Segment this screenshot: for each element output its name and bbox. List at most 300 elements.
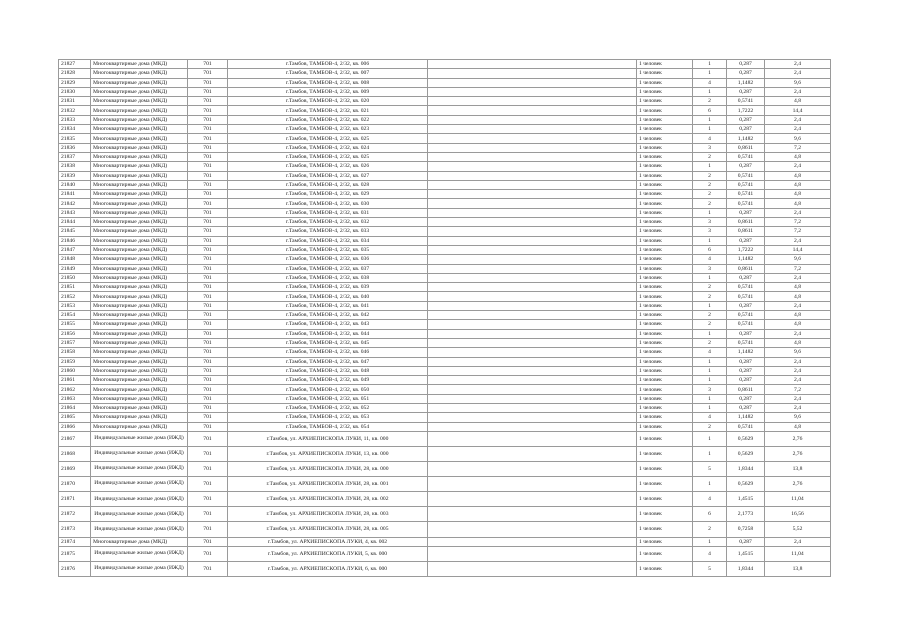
housing-type-cell: Многоквартирные дома (МКД) — [91, 403, 188, 412]
blank-cell — [428, 255, 637, 264]
service-code-cell: 701 — [188, 245, 228, 254]
persons-count-cell: 4 — [693, 134, 727, 143]
coefficient-cell: 0,5629 — [727, 446, 765, 461]
service-code-cell: 701 — [188, 394, 228, 403]
address-cell: г.Тамбов, ТАМБОВ-4, 2/32, кв. 008 — [228, 78, 428, 87]
unit-cell: 1 человек — [637, 69, 693, 78]
record-id-cell: 21871 — [59, 492, 91, 507]
blank-cell — [428, 320, 637, 329]
service-code-cell: 701 — [188, 273, 228, 282]
value-cell: 2,4 — [765, 329, 831, 338]
blank-cell — [428, 236, 637, 245]
value-cell: 4,8 — [765, 180, 831, 189]
blank-cell — [428, 152, 637, 161]
unit-cell: 1 человек — [637, 431, 693, 446]
housing-type-cell: Многоквартирные дома (МКД) — [91, 292, 188, 301]
address-cell: г.Тамбов, ТАМБОВ-4, 2/32, кв. 026 — [228, 162, 428, 171]
coefficient-cell: 2,1773 — [727, 507, 765, 522]
coefficient-cell: 1,8344 — [727, 462, 765, 477]
persons-count-cell: 1 — [693, 403, 727, 412]
persons-count-cell: 3 — [693, 143, 727, 152]
coefficient-cell: 1,1482 — [727, 255, 765, 264]
table-row — [59, 301, 831, 310]
service-code-cell: 701 — [188, 236, 228, 245]
value-cell: 4,8 — [765, 422, 831, 431]
record-id-cell: 21838 — [59, 162, 91, 171]
blank-cell — [428, 78, 637, 87]
persons-count-cell: 3 — [693, 264, 727, 273]
unit-cell: 1 человек — [637, 376, 693, 385]
value-cell: 2,4 — [765, 115, 831, 124]
service-code-cell: 701 — [188, 366, 228, 375]
value-cell: 9,6 — [765, 255, 831, 264]
table-row — [59, 152, 831, 161]
record-id-cell: 21853 — [59, 301, 91, 310]
value-cell: 4,8 — [765, 171, 831, 180]
record-id-cell: 21840 — [59, 180, 91, 189]
blank-cell — [428, 431, 637, 446]
persons-count-cell: 4 — [693, 348, 727, 357]
unit-cell: 1 человек — [637, 546, 693, 561]
table-row — [59, 264, 831, 273]
value-cell: 4,8 — [765, 311, 831, 320]
coefficient-cell: 0,5629 — [727, 477, 765, 492]
address-cell: г.Тамбов, ул. АРХИЕПИСКОПА ЛУКИ, 13, кв. 000 — [228, 446, 428, 461]
table-row — [59, 366, 831, 375]
service-code-cell: 701 — [188, 125, 228, 134]
coefficient-cell: 0,5741 — [727, 338, 765, 347]
table-row — [59, 546, 831, 561]
blank-cell — [428, 199, 637, 208]
persons-count-cell: 4 — [693, 255, 727, 264]
coefficient-cell: 0,8611 — [727, 143, 765, 152]
persons-count-cell: 2 — [693, 171, 727, 180]
unit-cell: 1 человек — [637, 87, 693, 96]
coefficient-cell: 0,287 — [727, 208, 765, 217]
housing-type-cell: Многоквартирные дома (МКД) — [91, 134, 188, 143]
record-id-cell: 21829 — [59, 78, 91, 87]
blank-cell — [428, 403, 637, 412]
unit-cell: 1 человек — [637, 422, 693, 431]
blank-cell — [428, 311, 637, 320]
table-row — [59, 245, 831, 254]
persons-count-cell: 1 — [693, 162, 727, 171]
record-id-cell: 21855 — [59, 320, 91, 329]
accruals-table — [58, 59, 831, 577]
table-row — [59, 162, 831, 171]
housing-type-cell: Многоквартирные дома (МКД) — [91, 106, 188, 115]
table-body — [59, 60, 831, 577]
persons-count-cell: 6 — [693, 245, 727, 254]
address-cell: г.Тамбов, ТАМБОВ-4, 2/32, кв. 040 — [228, 292, 428, 301]
persons-count-cell: 1 — [693, 60, 727, 69]
table-row — [59, 97, 831, 106]
address-cell: г.Тамбов, ул. АРХИЕПИСКОПА ЛУКИ, 5, кв. 000 — [228, 546, 428, 561]
blank-cell — [428, 329, 637, 338]
coefficient-cell: 0,287 — [727, 329, 765, 338]
table-row — [59, 208, 831, 217]
address-cell: г.Тамбов, ТАМБОВ-4, 2/32, кв. 052 — [228, 403, 428, 412]
table-row — [59, 190, 831, 199]
table-row — [59, 236, 831, 245]
value-cell: 7,2 — [765, 218, 831, 227]
table-row — [59, 134, 831, 143]
persons-count-cell: 1 — [693, 477, 727, 492]
housing-type-cell: Многоквартирные дома (МКД) — [91, 152, 188, 161]
housing-type-cell: Многоквартирные дома (МКД) — [91, 190, 188, 199]
table-row — [59, 143, 831, 152]
record-id-cell: 21861 — [59, 376, 91, 385]
blank-cell — [428, 422, 637, 431]
unit-cell: 1 человек — [637, 152, 693, 161]
service-code-cell: 701 — [188, 180, 228, 189]
service-code-cell: 701 — [188, 87, 228, 96]
blank-cell — [428, 134, 637, 143]
unit-cell: 1 человек — [637, 301, 693, 310]
table-row — [59, 446, 831, 461]
address-cell: г.Тамбов, ТАМБОВ-4, 2/32, кв. 020 — [228, 97, 428, 106]
housing-type-cell: Многоквартирные дома (МКД) — [91, 413, 188, 422]
address-cell: г.Тамбов, ТАМБОВ-4, 2/32, кв. 007 — [228, 69, 428, 78]
service-code-cell: 701 — [188, 301, 228, 310]
housing-type-cell: Многоквартирные дома (МКД) — [91, 273, 188, 282]
service-code-cell: 701 — [188, 106, 228, 115]
record-id-cell: 21872 — [59, 507, 91, 522]
record-id-cell: 21844 — [59, 218, 91, 227]
record-id-cell: 21854 — [59, 311, 91, 320]
value-cell: 5,52 — [765, 522, 831, 537]
housing-type-cell: Многоквартирные дома (МКД) — [91, 348, 188, 357]
persons-count-cell: 1 — [693, 273, 727, 282]
unit-cell: 1 человек — [637, 462, 693, 477]
value-cell: 14,4 — [765, 106, 831, 115]
address-cell: г.Тамбов, ул. АРХИЕПИСКОПА ЛУКИ, 11, кв. 000 — [228, 431, 428, 446]
unit-cell: 1 человек — [637, 492, 693, 507]
address-cell: г.Тамбов, ТАМБОВ-4, 2/32, кв. 024 — [228, 143, 428, 152]
housing-type-cell: Многоквартирные дома (МКД) — [91, 385, 188, 394]
coefficient-cell: 0,287 — [727, 87, 765, 96]
unit-cell: 1 человек — [637, 320, 693, 329]
coefficient-cell: 0,5741 — [727, 422, 765, 431]
housing-type-cell: Индивидуальные жилые дома (ИЖД) — [91, 477, 188, 492]
housing-type-cell: Многоквартирные дома (МКД) — [91, 69, 188, 78]
value-cell: 11,04 — [765, 492, 831, 507]
value-cell: 2,76 — [765, 446, 831, 461]
unit-cell: 1 человек — [637, 311, 693, 320]
record-id-cell: 21837 — [59, 152, 91, 161]
record-id-cell: 21873 — [59, 522, 91, 537]
persons-count-cell: 2 — [693, 283, 727, 292]
unit-cell: 1 человек — [637, 385, 693, 394]
address-cell: г.Тамбов, ТАМБОВ-4, 2/32, кв. 044 — [228, 329, 428, 338]
record-id-cell: 21865 — [59, 413, 91, 422]
coefficient-cell: 1,7222 — [727, 106, 765, 115]
housing-type-cell: Многоквартирные дома (МКД) — [91, 208, 188, 217]
coefficient-cell: 0,287 — [727, 125, 765, 134]
housing-type-cell: Индивидуальные жилые дома (ИЖД) — [91, 462, 188, 477]
address-cell: г.Тамбов, ТАМБОВ-4, 2/32, кв. 037 — [228, 264, 428, 273]
blank-cell — [428, 477, 637, 492]
value-cell: 4,8 — [765, 292, 831, 301]
persons-count-cell: 1 — [693, 376, 727, 385]
service-code-cell: 701 — [188, 422, 228, 431]
service-code-cell: 701 — [188, 431, 228, 446]
unit-cell: 1 человек — [637, 162, 693, 171]
persons-count-cell: 1 — [693, 394, 727, 403]
table-row — [59, 522, 831, 537]
table-row — [59, 283, 831, 292]
table-row — [59, 292, 831, 301]
blank-cell — [428, 60, 637, 69]
blank-cell — [428, 376, 637, 385]
blank-cell — [428, 301, 637, 310]
coefficient-cell: 1,1482 — [727, 413, 765, 422]
service-code-cell: 701 — [188, 522, 228, 537]
address-cell: г.Тамбов, ТАМБОВ-4, 2/32, кв. 032 — [228, 218, 428, 227]
value-cell: 9,6 — [765, 134, 831, 143]
coefficient-cell: 0,5741 — [727, 311, 765, 320]
persons-count-cell: 1 — [693, 87, 727, 96]
housing-type-cell: Многоквартирные дома (МКД) — [91, 143, 188, 152]
housing-type-cell: Индивидуальные жилые дома (ИЖД) — [91, 492, 188, 507]
record-id-cell: 21858 — [59, 348, 91, 357]
service-code-cell: 701 — [188, 320, 228, 329]
blank-cell — [428, 348, 637, 357]
housing-type-cell: Многоквартирные дома (МКД) — [91, 125, 188, 134]
value-cell: 13,8 — [765, 462, 831, 477]
persons-count-cell: 2 — [693, 180, 727, 189]
value-cell: 2,4 — [765, 87, 831, 96]
value-cell: 4,8 — [765, 199, 831, 208]
coefficient-cell: 0,5741 — [727, 320, 765, 329]
value-cell: 2,4 — [765, 69, 831, 78]
persons-count-cell: 4 — [693, 546, 727, 561]
persons-count-cell: 2 — [693, 338, 727, 347]
value-cell: 7,2 — [765, 143, 831, 152]
persons-count-cell: 6 — [693, 507, 727, 522]
persons-count-cell: 1 — [693, 301, 727, 310]
unit-cell: 1 человек — [637, 106, 693, 115]
table-row — [59, 60, 831, 69]
unit-cell: 1 человек — [637, 218, 693, 227]
housing-type-cell: Многоквартирные дома (МКД) — [91, 357, 188, 366]
table-row — [59, 273, 831, 282]
unit-cell: 1 человек — [637, 255, 693, 264]
unit-cell: 1 человек — [637, 78, 693, 87]
record-id-cell: 21842 — [59, 199, 91, 208]
address-cell: г.Тамбов, ТАМБОВ-4, 2/32, кв. 038 — [228, 273, 428, 282]
housing-type-cell: Индивидуальные жилые дома (ИЖД) — [91, 522, 188, 537]
record-id-cell: 21864 — [59, 403, 91, 412]
address-cell: г.Тамбов, ТАМБОВ-4, 2/32, кв. 022 — [228, 115, 428, 124]
address-cell: г.Тамбов, ТАМБОВ-4, 2/32, кв. 035 — [228, 245, 428, 254]
record-id-cell: 21851 — [59, 283, 91, 292]
unit-cell: 1 человек — [637, 561, 693, 576]
coefficient-cell: 0,5741 — [727, 180, 765, 189]
blank-cell — [428, 507, 637, 522]
address-cell: г.Тамбов, ТАМБОВ-4, 2/32, кв. 050 — [228, 385, 428, 394]
persons-count-cell: 1 — [693, 357, 727, 366]
address-cell: г.Тамбов, ТАМБОВ-4, 2/32, кв. 043 — [228, 320, 428, 329]
unit-cell: 1 человек — [637, 180, 693, 189]
housing-type-cell: Многоквартирные дома (МКД) — [91, 218, 188, 227]
record-id-cell: 21850 — [59, 273, 91, 282]
table-row — [59, 180, 831, 189]
value-cell: 7,2 — [765, 227, 831, 236]
table-row — [59, 561, 831, 576]
address-cell: г.Тамбов, ТАМБОВ-4, 2/32, кв. 025 — [228, 152, 428, 161]
persons-count-cell: 1 — [693, 446, 727, 461]
housing-type-cell: Многоквартирные дома (МКД) — [91, 227, 188, 236]
service-code-cell: 701 — [188, 507, 228, 522]
address-cell: г.Тамбов, ТАМБОВ-4, 2/32, кв. 045 — [228, 338, 428, 347]
unit-cell: 1 человек — [637, 264, 693, 273]
address-cell: г.Тамбов, ТАМБОВ-4, 2/32, кв. 047 — [228, 357, 428, 366]
coefficient-cell: 0,287 — [727, 162, 765, 171]
value-cell: 7,2 — [765, 385, 831, 394]
blank-cell — [428, 492, 637, 507]
unit-cell: 1 человек — [637, 394, 693, 403]
address-cell: г.Тамбов, ТАМБОВ-4, 2/32, кв. 006 — [228, 60, 428, 69]
coefficient-cell: 0,287 — [727, 537, 765, 546]
unit-cell: 1 человек — [637, 245, 693, 254]
coefficient-cell: 0,8611 — [727, 264, 765, 273]
persons-count-cell: 2 — [693, 422, 727, 431]
service-code-cell: 701 — [188, 115, 228, 124]
record-id-cell: 21832 — [59, 106, 91, 115]
blank-cell — [428, 180, 637, 189]
persons-count-cell: 4 — [693, 492, 727, 507]
housing-type-cell: Многоквартирные дома (МКД) — [91, 97, 188, 106]
table-row — [59, 477, 831, 492]
housing-type-cell: Многоквартирные дома (МКД) — [91, 301, 188, 310]
coefficient-cell: 0,5741 — [727, 292, 765, 301]
coefficient-cell: 1,4515 — [727, 492, 765, 507]
housing-type-cell: Многоквартирные дома (МКД) — [91, 162, 188, 171]
unit-cell: 1 человек — [637, 208, 693, 217]
table-row — [59, 462, 831, 477]
unit-cell: 1 человек — [637, 143, 693, 152]
address-cell: г.Тамбов, ТАМБОВ-4, 2/32, кв. 033 — [228, 227, 428, 236]
coefficient-cell: 0,8611 — [727, 218, 765, 227]
blank-cell — [428, 87, 637, 96]
blank-cell — [428, 227, 637, 236]
unit-cell: 1 человек — [637, 125, 693, 134]
blank-cell — [428, 190, 637, 199]
table-row — [59, 431, 831, 446]
record-id-cell: 21830 — [59, 87, 91, 96]
service-code-cell: 701 — [188, 199, 228, 208]
housing-type-cell: Индивидуальные жилые дома (ИЖД) — [91, 561, 188, 576]
blank-cell — [428, 115, 637, 124]
coefficient-cell: 0,287 — [727, 69, 765, 78]
blank-cell — [428, 69, 637, 78]
coefficient-cell: 0,287 — [727, 115, 765, 124]
blank-cell — [428, 338, 637, 347]
service-code-cell: 701 — [188, 537, 228, 546]
record-id-cell: 21847 — [59, 245, 91, 254]
record-id-cell: 21839 — [59, 171, 91, 180]
record-id-cell: 21836 — [59, 143, 91, 152]
coefficient-cell: 0,287 — [727, 60, 765, 69]
table-row — [59, 311, 831, 320]
unit-cell: 1 человек — [637, 522, 693, 537]
value-cell: 16,56 — [765, 507, 831, 522]
coefficient-cell: 0,5629 — [727, 431, 765, 446]
table-row — [59, 218, 831, 227]
table-row — [59, 376, 831, 385]
housing-type-cell: Многоквартирные дома (МКД) — [91, 422, 188, 431]
table-row — [59, 106, 831, 115]
address-cell: г.Тамбов, ТАМБОВ-4, 2/32, кв. 023 — [228, 125, 428, 134]
service-code-cell: 701 — [188, 385, 228, 394]
housing-type-cell: Многоквартирные дома (МКД) — [91, 245, 188, 254]
service-code-cell: 701 — [188, 338, 228, 347]
service-code-cell: 701 — [188, 264, 228, 273]
address-cell: г.Тамбов, ТАМБОВ-4, 2/32, кв. 034 — [228, 236, 428, 245]
record-id-cell: 21869 — [59, 462, 91, 477]
address-cell: г.Тамбов, ул. АРХИЕПИСКОПА ЛУКИ, 28, кв. 002 — [228, 492, 428, 507]
blank-cell — [428, 462, 637, 477]
value-cell: 2,4 — [765, 125, 831, 134]
blank-cell — [428, 546, 637, 561]
record-id-cell: 21870 — [59, 477, 91, 492]
coefficient-cell: 0,5741 — [727, 97, 765, 106]
service-code-cell: 701 — [188, 171, 228, 180]
coefficient-cell: 0,5741 — [727, 190, 765, 199]
coefficient-cell: 0,287 — [727, 394, 765, 403]
persons-count-cell: 2 — [693, 522, 727, 537]
coefficient-cell: 1,1482 — [727, 348, 765, 357]
address-cell: г.Тамбов, ТАМБОВ-4, 2/32, кв. 048 — [228, 366, 428, 375]
coefficient-cell: 0,287 — [727, 366, 765, 375]
housing-type-cell: Многоквартирные дома (МКД) — [91, 171, 188, 180]
table-row — [59, 403, 831, 412]
address-cell: г.Тамбов, ТАМБОВ-4, 2/32, кв. 036 — [228, 255, 428, 264]
service-code-cell: 701 — [188, 208, 228, 217]
value-cell: 2,4 — [765, 162, 831, 171]
persons-count-cell: 2 — [693, 320, 727, 329]
service-code-cell: 701 — [188, 477, 228, 492]
record-id-cell: 21843 — [59, 208, 91, 217]
blank-cell — [428, 208, 637, 217]
value-cell: 2,76 — [765, 431, 831, 446]
value-cell: 2,4 — [765, 394, 831, 403]
record-id-cell: 21835 — [59, 134, 91, 143]
value-cell: 11,04 — [765, 546, 831, 561]
address-cell: г.Тамбов, ТАМБОВ-4, 2/32, кв. 009 — [228, 87, 428, 96]
address-cell: г.Тамбов, ТАМБОВ-4, 2/32, кв. 029 — [228, 190, 428, 199]
record-id-cell: 21866 — [59, 422, 91, 431]
value-cell: 9,6 — [765, 348, 831, 357]
persons-count-cell: 1 — [693, 366, 727, 375]
value-cell: 4,8 — [765, 97, 831, 106]
table-row — [59, 492, 831, 507]
record-id-cell: 21831 — [59, 97, 91, 106]
housing-type-cell: Многоквартирные дома (МКД) — [91, 78, 188, 87]
address-cell: г.Тамбов, ТАМБОВ-4, 2/32, кв. 054 — [228, 422, 428, 431]
persons-count-cell: 1 — [693, 431, 727, 446]
unit-cell: 1 человек — [637, 366, 693, 375]
blank-cell — [428, 357, 637, 366]
service-code-cell: 701 — [188, 97, 228, 106]
value-cell: 2,76 — [765, 477, 831, 492]
value-cell: 2,4 — [765, 376, 831, 385]
housing-type-cell: Многоквартирные дома (МКД) — [91, 283, 188, 292]
record-id-cell: 21856 — [59, 329, 91, 338]
service-code-cell: 701 — [188, 162, 228, 171]
coefficient-cell: 0,8611 — [727, 385, 765, 394]
